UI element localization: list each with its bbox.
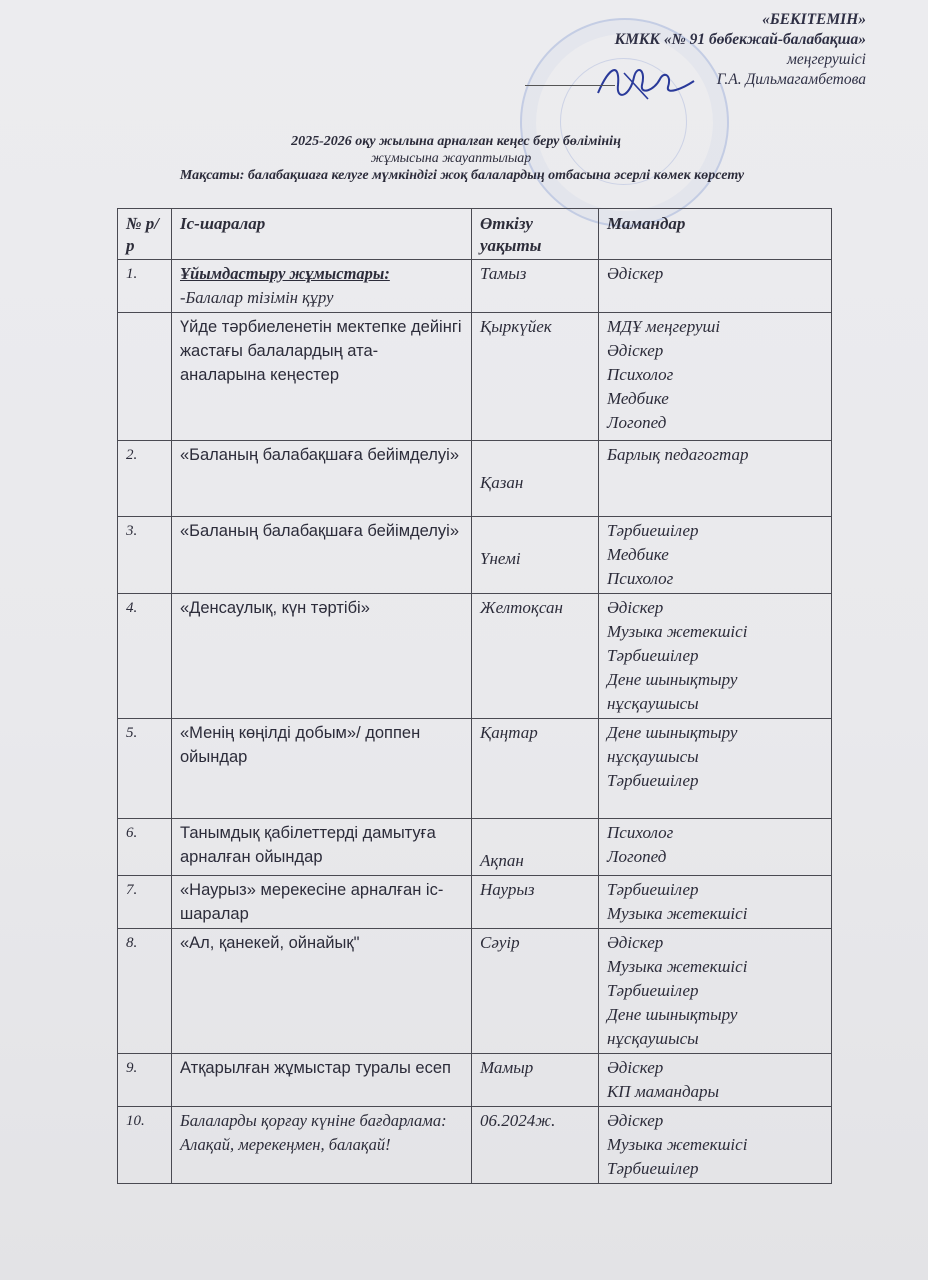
specialist: Медбике — [607, 545, 669, 564]
row-specialists — [599, 819, 832, 876]
row-activity: «Менің көңілді добым»/ доппен ойындар — [172, 719, 472, 819]
row-time: Желтоқсан — [472, 594, 599, 719]
specialist: Әдіскер — [607, 1111, 664, 1130]
row-time: Қаңтар — [472, 719, 599, 819]
header-num: № р/р — [118, 209, 172, 260]
activity-table — [117, 208, 832, 1184]
table-row — [118, 1054, 832, 1107]
row-activity — [172, 1107, 472, 1184]
row-specialists — [599, 260, 832, 313]
row-activity: «Наурыз» мерекесіне арналған іс-шаралар — [172, 876, 472, 929]
header-time: Өткізу уақыты — [472, 209, 599, 260]
specialist: Тәрбиешілер — [607, 1159, 699, 1178]
row-time: 06.2024ж. — [472, 1107, 599, 1184]
row-number: 2. — [118, 441, 172, 517]
document-title — [0, 133, 928, 184]
specialist: Психолог — [607, 823, 674, 842]
activity-text: Алақай, мерекеңмен, балақай! — [180, 1135, 391, 1154]
title-line-2: жұмысына жауаптылыар — [370, 151, 532, 166]
specialist: Әдіскер — [607, 598, 664, 617]
specialist: Музыка жетекшісі — [607, 957, 748, 976]
row-time: Мамыр — [472, 1054, 599, 1107]
specialist: Әдіскер — [607, 341, 664, 360]
title-goal: Мақсаты: балабақшаға келуге мүмкіндігі жоқ балалардың отбасына әсерлі көмек көрсету — [179, 168, 745, 183]
specialist: Әдіскер — [607, 933, 664, 952]
row-specialists — [599, 876, 832, 929]
specialist: Логопед — [607, 413, 667, 432]
row-specialists — [599, 441, 832, 517]
table-row — [118, 929, 832, 1054]
row-time: Үнемі — [472, 517, 599, 594]
table-row — [118, 594, 832, 719]
table-row — [118, 819, 832, 876]
row-specialists — [599, 929, 832, 1054]
specialist: Тәрбиешілер — [607, 880, 699, 899]
row-number: 3. — [118, 517, 172, 594]
specialist: Тәрбиешілер — [607, 981, 699, 1000]
row-activity: «Ал, қанекей, ойнайық" — [172, 929, 472, 1054]
row-activity: «Баланың балабақшаға бейімделуі» — [172, 441, 472, 517]
specialist: МДҰ меңгеруші — [607, 317, 721, 336]
specialist: Медбике — [607, 389, 669, 408]
row-activity: «Баланың балабақшаға бейімделуі» — [172, 517, 472, 594]
row-time: Тамыз — [472, 260, 599, 313]
row-time: Наурыз — [472, 876, 599, 929]
specialist: Тәрбиешілер — [607, 521, 699, 540]
approval-block — [615, 10, 866, 90]
table-header-row — [118, 209, 832, 260]
row-specialists — [599, 594, 832, 719]
approval-heading: «БЕКІТЕМІН» — [762, 11, 866, 28]
header-activities: Іс-шаралар — [172, 209, 472, 260]
title-line-1: 2025-2026 оқу жылына арналған кеңес беру бөлімінің — [291, 134, 621, 149]
specialist: Дене шынықтыру нұсқаушысы — [607, 670, 738, 713]
row-time: Ақпан — [472, 819, 599, 876]
approval-name: Г.А. Дильмагамбетова — [615, 70, 866, 90]
activity-text: -Балалар тізімін құру — [180, 288, 334, 307]
row-number: 4. — [118, 594, 172, 719]
row-number: 6. — [118, 819, 172, 876]
row-number: 9. — [118, 1054, 172, 1107]
table-row — [118, 260, 832, 313]
row-activity: Үйде тәрбиеленетін мектепке дейінгі жастағы балалардың ата-аналарына кеңестер — [172, 313, 472, 441]
row-activity: Танымдық қабілеттерді дамытуға арналған ойындар — [172, 819, 472, 876]
table-row — [118, 517, 832, 594]
table-row — [118, 441, 832, 517]
approval-org: КМКК «№ 91 бөбекжай-балабақша» — [614, 31, 866, 48]
specialist: Музыка жетекшісі — [607, 622, 748, 641]
specialist: Әдіскер — [607, 1058, 664, 1077]
row-time: Сәуір — [472, 929, 599, 1054]
row-specialists — [599, 313, 832, 441]
specialist: Дене шынықтыру нұсқаушысы — [607, 723, 738, 766]
table-row — [118, 1107, 832, 1184]
row-specialists — [599, 1107, 832, 1184]
row-activity: «Денсаулық, күн тәртібі» — [172, 594, 472, 719]
approval-position: меңгерушісі — [786, 51, 866, 68]
row-number: 8. — [118, 929, 172, 1054]
row-activity: Атқарылған жұмыстар туралы есеп — [172, 1054, 472, 1107]
specialist: Тәрбиешілер — [607, 771, 699, 790]
specialist: КП мамандары — [607, 1082, 720, 1101]
row-specialists — [599, 517, 832, 594]
specialist: Логопед — [607, 847, 667, 866]
activity-title: Ұйымдастыру жұмыстары: — [180, 264, 390, 283]
header-specialists: Мамандар — [599, 209, 832, 260]
row-number: 1. — [118, 260, 172, 313]
row-time: Қыркүйек — [472, 313, 599, 441]
row-number: 7. — [118, 876, 172, 929]
row-time: Қазан — [472, 441, 599, 517]
specialist: Музыка жетекшісі — [607, 1135, 748, 1154]
specialist: Дене шынықтыру нұсқаушысы — [607, 1005, 738, 1048]
row-number: 5. — [118, 719, 172, 819]
activity-text: Балаларды қорғау күніне бағдарлама: — [180, 1111, 447, 1130]
row-number: 10. — [118, 1107, 172, 1184]
specialist: Әдіскер — [607, 264, 664, 283]
specialist: Тәрбиешілер — [607, 646, 699, 665]
specialist: Музыка жетекшісі — [607, 904, 748, 923]
specialist: Психолог — [607, 569, 674, 588]
table-row — [118, 313, 832, 441]
row-specialists — [599, 719, 832, 819]
table-row — [118, 876, 832, 929]
row-activity — [172, 260, 472, 313]
row-number — [118, 313, 172, 441]
specialist: Психолог — [607, 365, 674, 384]
specialist: Барлық педагогтар — [607, 445, 749, 464]
row-specialists — [599, 1054, 832, 1107]
table-row — [118, 719, 832, 819]
